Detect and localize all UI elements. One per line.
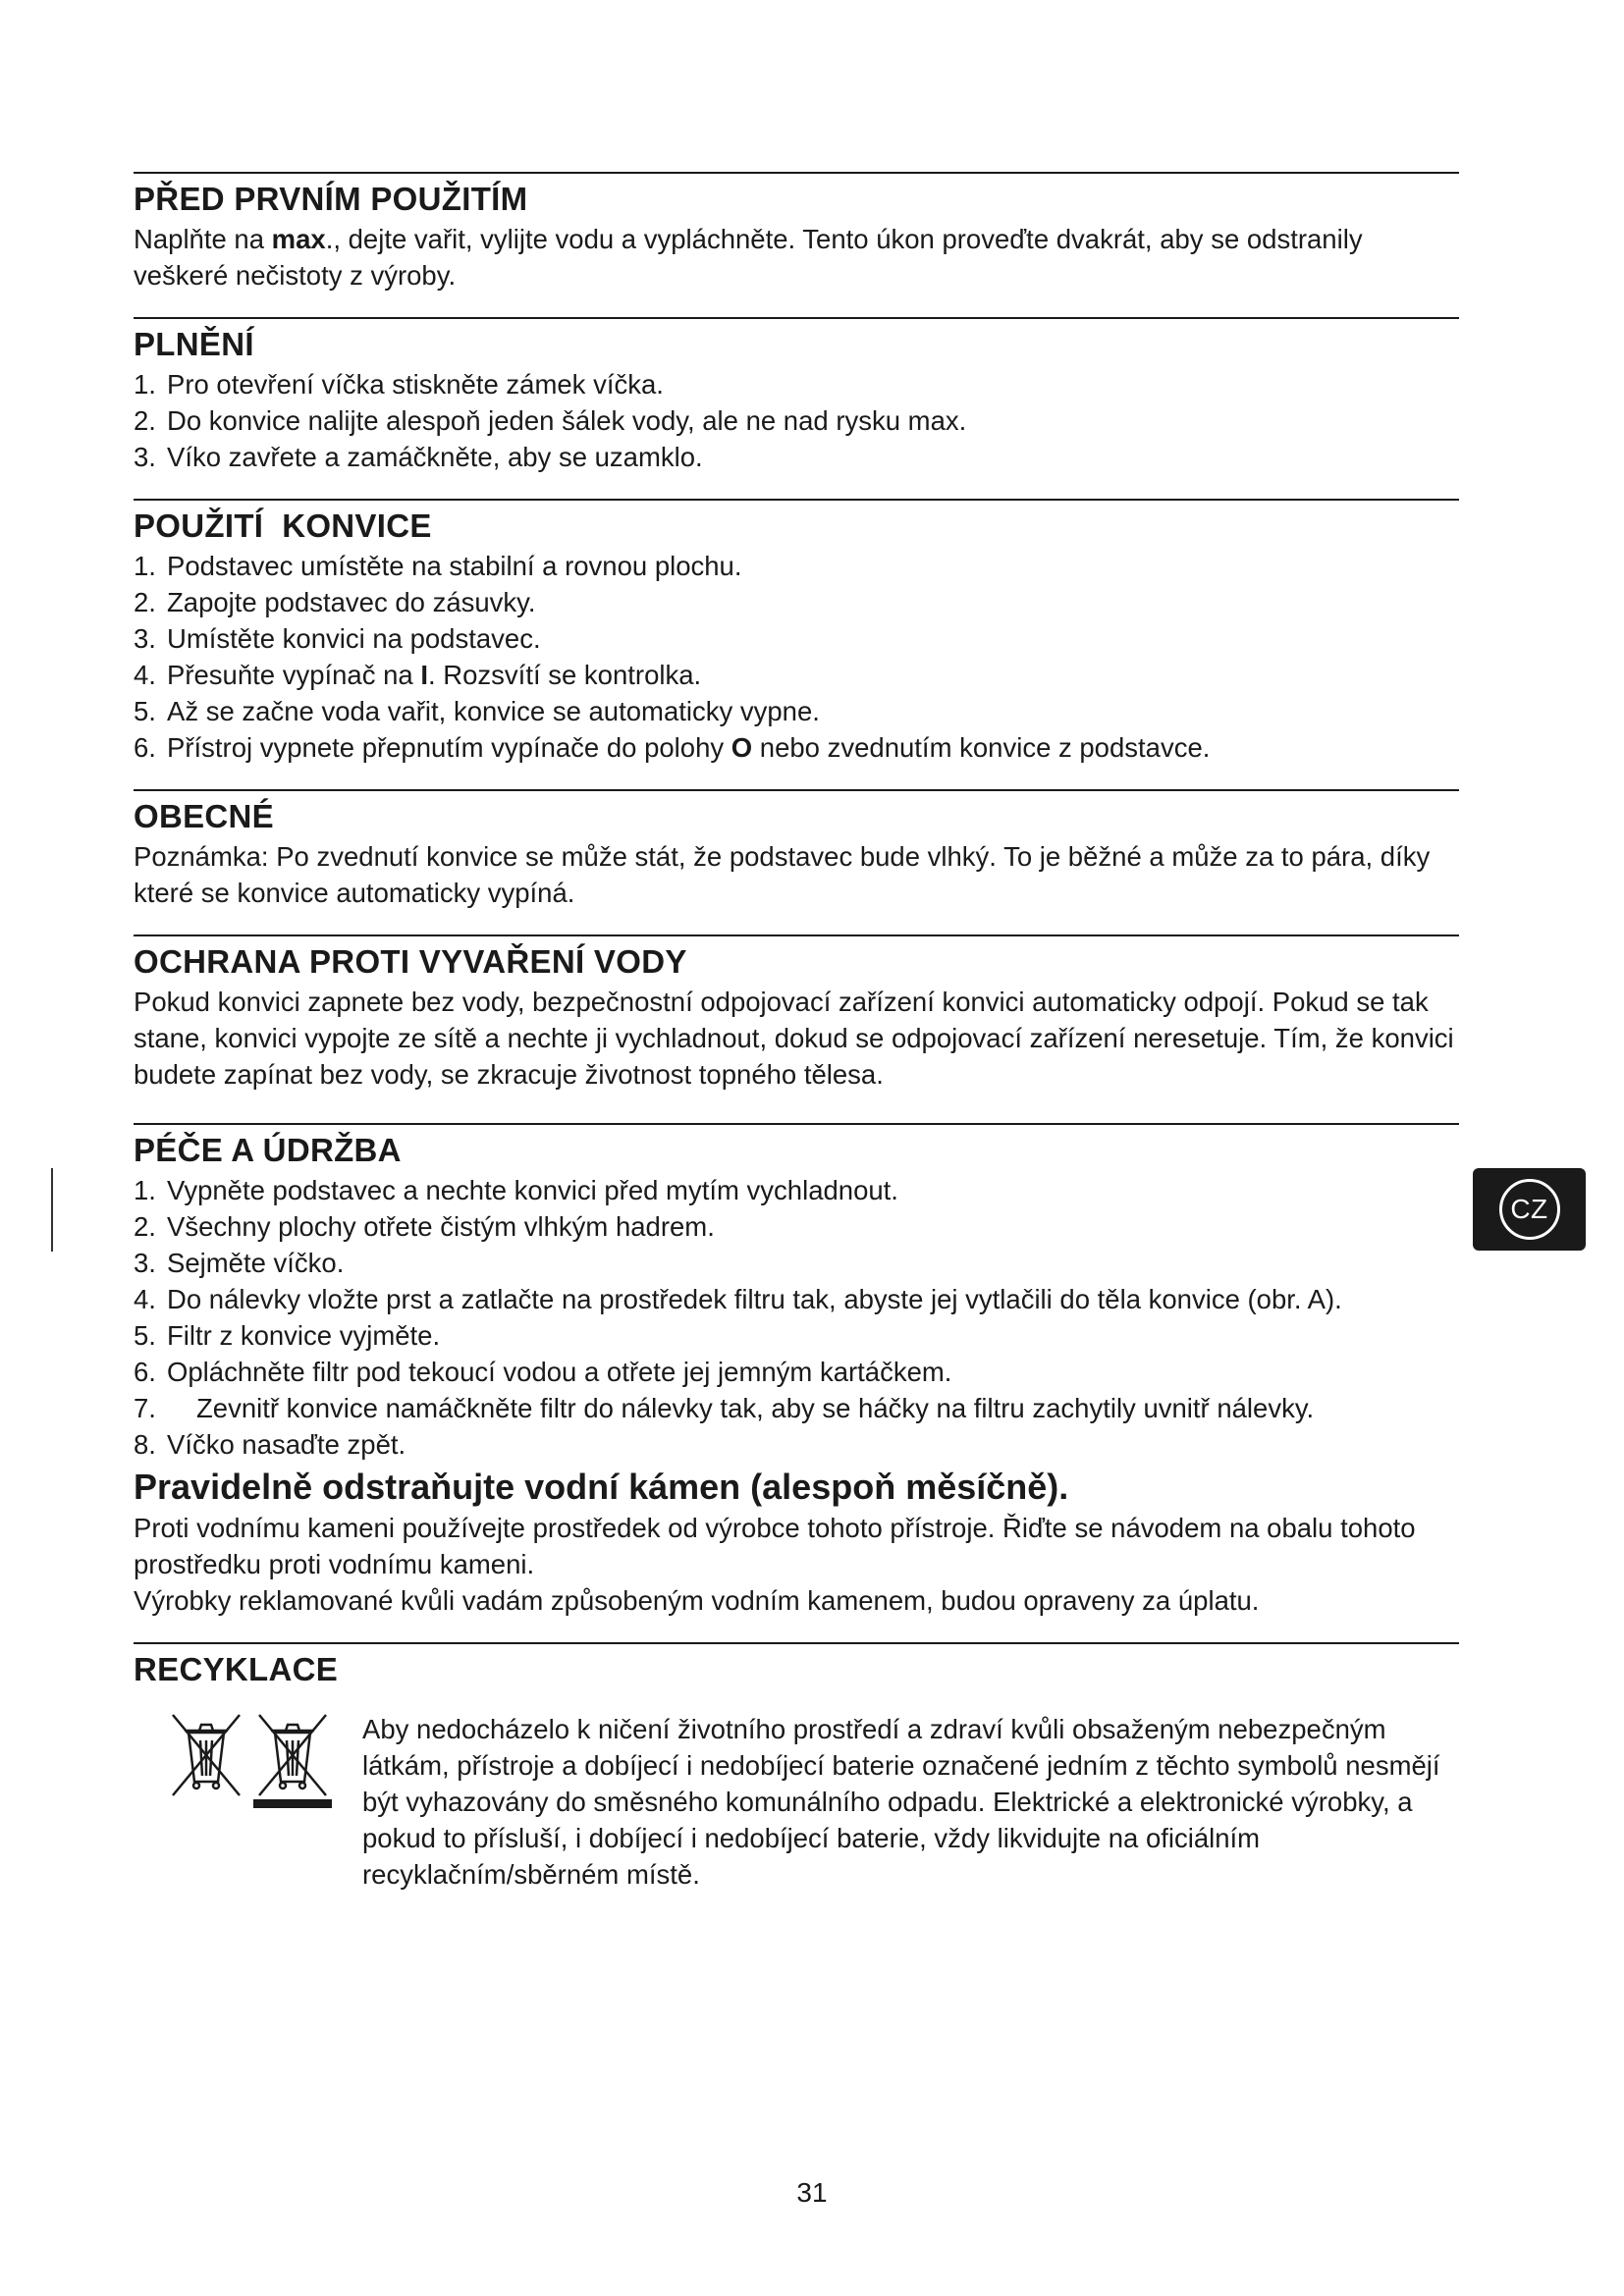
care-list bbox=[134, 1172, 1459, 1463]
list-item bbox=[134, 693, 1459, 729]
crossed-bin-with-bar-icon bbox=[253, 1711, 332, 1809]
text-part: Přesuňte vypínač na bbox=[167, 660, 421, 690]
list-item bbox=[134, 1426, 1459, 1463]
margin-line bbox=[51, 1168, 53, 1252]
language-badge bbox=[1473, 1168, 1586, 1251]
language-code: CZ bbox=[1499, 1179, 1560, 1240]
section-text: Pokud konvici zapnete bez vody, bezpečnostní odpojovací zařízení konvici automaticky odpojí. Pokud se tak stane, konvici vypojte ze sítě a nechte ji vychladnout, dokud se odpojovací zařízení neresetuje. Tím, že konvici budete zapínat bez vody, se zkracuje životnost topného tělesa. bbox=[134, 987, 1454, 1090]
section-boil-dry-protection bbox=[134, 934, 1459, 1093]
item-text: Sejměte víčko. bbox=[167, 1248, 345, 1278]
list-item bbox=[134, 1172, 1459, 1208]
text-part: nebo zvednutím konvice z podstavce. bbox=[752, 732, 1211, 763]
item-number: 5. bbox=[134, 696, 156, 726]
item-number: 1. bbox=[134, 369, 156, 400]
item-text: Podstavec umístěte na stabilní a rovnou plochu. bbox=[167, 551, 742, 581]
section-title: PÉČE A ÚDRŽBA bbox=[134, 1132, 402, 1168]
item-number: 3. bbox=[134, 623, 156, 654]
item-text: Zevnitř konvice namáčkněte filtr do nálevky tak, aby se háčky na filtru zachytily uvnitř nálevky. bbox=[196, 1393, 1315, 1423]
list-item bbox=[134, 1208, 1459, 1245]
item-number: 8. bbox=[134, 1429, 156, 1460]
weee-symbols bbox=[134, 1711, 362, 1799]
item-number: 2. bbox=[134, 587, 156, 617]
section-kettle-use bbox=[134, 499, 1459, 766]
descaling-text: Proti vodnímu kameni používejte prostředek od výrobce tohoto přístroje. Řiďte se návodem na obalu tohoto prostředku proti vodnímu kameni. bbox=[134, 1513, 1416, 1579]
list-item bbox=[134, 402, 1459, 439]
item-text bbox=[167, 729, 1210, 766]
section-title: PŘED PRVNÍM POUŽITÍM bbox=[134, 181, 528, 217]
item-text: Všechny plochy otřete čistým vlhkým hadrem. bbox=[167, 1211, 715, 1242]
recycling-block bbox=[134, 1711, 1459, 1893]
list-item bbox=[134, 1390, 1459, 1426]
list-item bbox=[134, 1317, 1459, 1354]
item-number: 7. bbox=[134, 1393, 156, 1423]
descaling-subtitle: Pravidelně odstraňujte vodní kámen (alespoň měsíčně). bbox=[134, 1467, 1069, 1507]
item-text: Vypněte podstavec a nechte konvici před mytím vychladnout. bbox=[167, 1175, 898, 1205]
list-item bbox=[134, 1354, 1459, 1390]
item-number: 2. bbox=[134, 1211, 156, 1242]
list-item bbox=[134, 1281, 1459, 1317]
section-title: RECYKLACE bbox=[134, 1651, 339, 1687]
section-text bbox=[134, 221, 1459, 294]
section-title: PLNĚNÍ bbox=[134, 326, 254, 362]
item-number: 4. bbox=[134, 1284, 156, 1314]
item-number: 4. bbox=[134, 660, 156, 690]
list-item bbox=[134, 657, 1459, 693]
item-text bbox=[167, 657, 701, 693]
text-part: Přístroj vypnete přepnutím vypínače do polohy bbox=[167, 732, 731, 763]
section-general bbox=[134, 789, 1459, 911]
text-bold: max bbox=[271, 224, 326, 254]
item-number: 3. bbox=[134, 442, 156, 472]
item-text: Do konvice nalijte alespoň jeden šálek vody, ale ne nad rysku max. bbox=[167, 405, 967, 436]
item-number: 2. bbox=[134, 405, 156, 436]
item-number: 6. bbox=[134, 732, 156, 763]
section-recycling bbox=[134, 1642, 1459, 1893]
list-item bbox=[134, 366, 1459, 402]
section-care-maintenance bbox=[134, 1123, 1459, 1619]
item-text: Víčko nasaďte zpět. bbox=[167, 1429, 406, 1460]
item-number: 5. bbox=[134, 1320, 156, 1351]
item-text: Filtr z konvice vyjměte. bbox=[167, 1320, 441, 1351]
list-item bbox=[134, 1245, 1459, 1281]
list-item bbox=[134, 584, 1459, 620]
section-before-first-use bbox=[134, 172, 1459, 294]
list-item bbox=[134, 439, 1459, 475]
filling-list bbox=[134, 366, 1459, 475]
item-text: Až se začne voda vařit, konvice se automaticky vypne. bbox=[167, 696, 820, 726]
list-item bbox=[134, 620, 1459, 657]
item-number: 3. bbox=[134, 1248, 156, 1278]
list-item bbox=[134, 729, 1459, 766]
item-text: Opláchněte filtr pod tekoucí vodou a otřete jej jemným kartáčkem. bbox=[167, 1357, 952, 1387]
section-title: POUŽITÍ KONVICE bbox=[134, 507, 432, 544]
section-filling bbox=[134, 317, 1459, 475]
recycling-text: Aby nedocházelo k ničení životního prostředí a zdraví kvůli obsaženým nebezpečným látkám, přístroje a dobíjecí i nedobíjecí baterie označené jedním z těchto symbolů nesmějí být vyhazovány do směsného komunálního odpadu. Elektrické a elektronické výrobky, a pokud to přísluší, i dobíjecí i nedobíjecí baterie, vždy likvidujte na oficiálním recyklačním/sběrném místě. bbox=[362, 1714, 1440, 1890]
list-item bbox=[134, 548, 1459, 584]
item-text: Víko zavřete a zamáčkněte, aby se uzamklo. bbox=[167, 442, 703, 472]
item-number: 1. bbox=[134, 551, 156, 581]
item-text: Umístěte konvici na podstavec. bbox=[167, 623, 541, 654]
item-number: 6. bbox=[134, 1357, 156, 1387]
text-bold: I bbox=[420, 660, 428, 690]
text-bold: O bbox=[731, 732, 753, 763]
section-text: Poznámka: Po zvednutí konvice se může stát, že podstavec bude vlhký. To je běžné a může za to pára, díky které se konvice automaticky vypíná. bbox=[134, 841, 1431, 908]
manual-page bbox=[134, 172, 1459, 1893]
text-part: ., dejte vařit, vylijte vodu a vypláchněte. Tento úkon proveďte dvakrát, aby se odstranily veškeré nečistoty z výroby. bbox=[134, 224, 1363, 291]
use-list bbox=[134, 548, 1459, 766]
crossed-bin-icon bbox=[167, 1711, 245, 1799]
text-part: Naplňte na bbox=[134, 224, 272, 254]
item-text: Do nálevky vložte prst a zatlačte na prostředek filtru tak, abyste jej vytlačili do těla konvice (obr. A). bbox=[167, 1284, 1342, 1314]
section-title: OCHRANA PROTI VYVAŘENÍ VODY bbox=[134, 943, 687, 980]
warranty-note: Výrobky reklamované kvůli vadám způsobeným vodním kamenem, budou opraveny za úplatu. bbox=[134, 1585, 1260, 1616]
page-number: 31 bbox=[796, 2177, 828, 2208]
section-title: OBECNÉ bbox=[134, 798, 274, 834]
text-part: . Rozsvítí se kontrolka. bbox=[428, 660, 702, 690]
item-number: 1. bbox=[134, 1175, 156, 1205]
item-text: Pro otevření víčka stiskněte zámek víčka. bbox=[167, 369, 664, 400]
item-text: Zapojte podstavec do zásuvky. bbox=[167, 587, 536, 617]
